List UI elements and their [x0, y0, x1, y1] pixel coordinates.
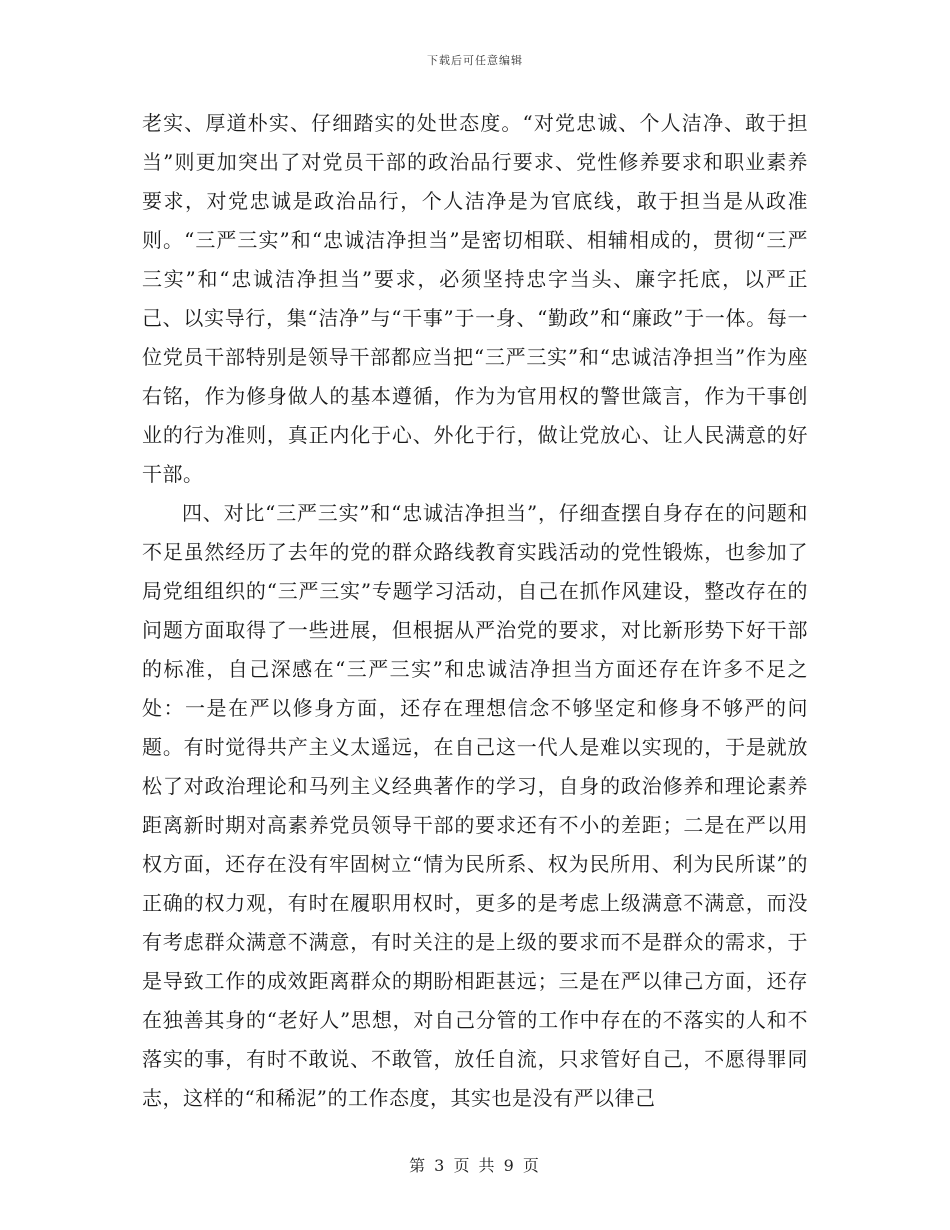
body-paragraph-1: 老实、厚道朴实、仔细踏实的处世态度。“对党忠诚、个人洁净、敢于担当”则更加突出了对党员干部的政治品行要求、党性修养要求和职业素养要求，对党忠诚是政治品行，个人洁净是为官底线，敢于担当是从政准则。“三严三实”和“忠诚洁净担当”是密切相联、相辅相成的，贯彻“三严三实”和“忠诚洁净担当”要求，必须坚持忠字当头、廉字托底，以严正己、以实导行，集“洁净”与“干事”于一身、“勤政”和“廉政”于一体。每一位党员干部特别是领导干部都应当把“三严三实”和“忠诚洁净担当”作为座右铭，作为修身做人的基本遵循，作为为官用权的警世箴言，作为干事创业的行为准则，真正内化于心、外化于行，做让党放心、让人民满意的好干部。 — [142, 111, 808, 486]
document-body — [142, 104, 808, 1118]
page-number-footer: 第 3 页 共 9 页 — [409, 1156, 541, 1175]
page-header: 下载后可任意编辑 — [427, 54, 523, 67]
body-paragraph-2: 四、对比“三严三实”和“忠诚洁净担当”，仔细查摆自身存在的问题和不足虽然经历了去年的党的群众路线教育实践活动的党性锻炼，也参加了局党组组织的“三严三实”专题学习活动，自己在抓作风建设，整改存在的问题方面取得了一些进展，但根据从严治党的要求，对比新形势下好干部的标准，自己深感在“三严三实”和忠诚洁净担当方面还存在许多不足之处：一是在严以修身方面，还存在理想信念不够坚定和修身不够严的问题。有时觉得共产主义太遥远，在自己这一代人是难以实现的，于是就放松了对政治理论和马列主义经典著作的学习，自身的政治修养和理论素养距离新时期对高素养党员领导干部的要求还有不小的差距；二是在严以用权方面，还存在没有牢固树立“情为民所系、权为民所用、利为民所谋”的正确的权力观，有时在履职用权时，更多的是考虑上级满意不满意，而没有考虑群众满意不满意，有时关注的是上级的要求而不是群众的需求，于是导致工作的成效距离群众的期盼相距甚远；三是在严以律己方面，还存在独善其身的“老好人”思想，对自己分管的工作中存在的不落实的人和不落实的事，有时不敢说、不敢管，放任自流，只求管好自己，不愿得罪同志，这样的“和稀泥”的工作态度，其实也是没有严以律己 — [142, 501, 808, 1110]
